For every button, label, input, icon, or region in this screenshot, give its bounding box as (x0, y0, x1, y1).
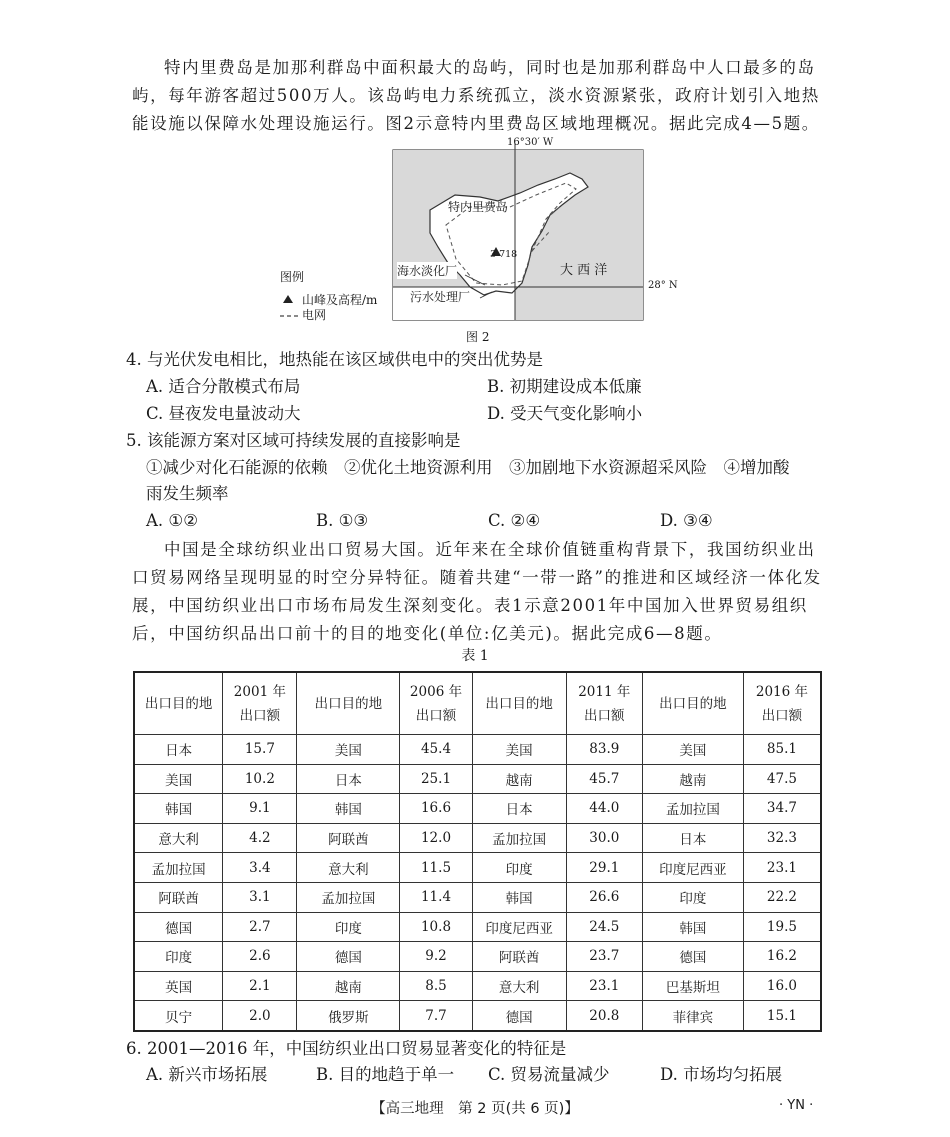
table-body (134, 735, 821, 1031)
figure-caption: 图 2 (466, 330, 490, 344)
table-cell: 15.7 (223, 735, 297, 765)
table-cell: 俄罗斯 (297, 1001, 400, 1031)
table-cell: 22.2 (743, 882, 821, 912)
q6-option-c[interactable]: C. 贸易流量减少 (488, 1065, 610, 1084)
q4-option-b[interactable]: B. 初期建设成本低廉 (487, 377, 642, 396)
table-cell: 贝宁 (134, 1001, 223, 1031)
header-value-2006: 2006 年 出口额 (400, 672, 472, 735)
table-cell: 34.7 (743, 794, 821, 824)
table-cell: 47.5 (743, 764, 821, 794)
table-row (134, 794, 821, 824)
table-cell: 24.5 (566, 912, 642, 942)
table-cell: 美国 (297, 735, 400, 765)
table-cell: 9.2 (400, 942, 472, 972)
table-row (134, 853, 821, 883)
table-cell: 9.1 (223, 794, 297, 824)
table-cell: 日本 (472, 794, 566, 824)
table-cell: 23.7 (566, 942, 642, 972)
header-dest-2006: 出口目的地 (297, 672, 400, 735)
table-cell: 孟加拉国 (297, 882, 400, 912)
table-cell: 11.5 (400, 853, 472, 883)
passage-1: 特内里费岛是加那利群岛中面积最大的岛屿，同时也是加那利群岛中人口最多的岛屿，每年游客超过500万人。该岛屿电力系统孤立，淡水资源紧张，政府计划引入地热能设施以保障水处理设施运行。图2示意特内里费岛区域地理概况。据此完成4—5题。 (132, 58, 820, 133)
q5-option-d[interactable]: D. ③④ (660, 511, 713, 530)
table-cell: 意大利 (134, 823, 223, 853)
table-cell: 德国 (297, 942, 400, 972)
table-cell: 日本 (297, 764, 400, 794)
table-cell: 45.7 (566, 764, 642, 794)
table-cell: 2.7 (223, 912, 297, 942)
q6-option-d[interactable]: D. 市场均匀拓展 (660, 1065, 783, 1084)
question-4-stem: 4. 与光伏发电相比，地热能在该区域供电中的突出优势是 (126, 350, 543, 369)
table-cell: 越南 (472, 764, 566, 794)
table-row (134, 735, 821, 765)
table-cell: 巴基斯坦 (642, 971, 743, 1001)
table-cell: 12.0 (400, 823, 472, 853)
table-cell: 30.0 (566, 823, 642, 853)
table-cell: 83.9 (566, 735, 642, 765)
question-5-stem: 5. 该能源方案对区域可持续发展的直接影响是 (126, 431, 461, 450)
table-cell: 日本 (642, 823, 743, 853)
table-cell: 16.2 (743, 942, 821, 972)
header-value-2016: 2016 年 出口额 (743, 672, 821, 735)
table-cell: 23.1 (566, 971, 642, 1001)
q4-option-c[interactable]: C. 昼夜发电量波动大 (146, 404, 301, 423)
header-dest-2001: 出口目的地 (134, 672, 223, 735)
table-cell: 阿联酋 (297, 823, 400, 853)
table-cell: 2.6 (223, 942, 297, 972)
legend-grid-label: 电网 (302, 308, 327, 322)
table-cell: 意大利 (297, 853, 400, 883)
table-cell: 10.8 (400, 912, 472, 942)
table-caption: 表 1 (461, 648, 489, 664)
table-row (134, 912, 821, 942)
table-cell: 阿联酋 (472, 942, 566, 972)
table-cell: 菲律宾 (642, 1001, 743, 1031)
table-cell: 韩国 (642, 912, 743, 942)
q5-items-line-2: 雨发生频率 (146, 484, 229, 503)
table-cell: 19.5 (743, 912, 821, 942)
table-header-row (134, 672, 821, 735)
latitude-label: 28° N (648, 280, 678, 291)
table-cell: 德国 (642, 942, 743, 972)
longitude-label: 16°30′ W (507, 137, 554, 148)
table-row (134, 764, 821, 794)
header-value-2001: 2001 年 出口额 (223, 672, 297, 735)
q4-option-d[interactable]: D. 受天气变化影响小 (487, 404, 643, 423)
q6-option-a[interactable]: A. 新兴市场拓展 (146, 1065, 268, 1084)
table-cell: 孟加拉国 (472, 823, 566, 853)
table-cell: 16.6 (400, 794, 472, 824)
table-cell: 3.1 (223, 882, 297, 912)
q5-items-line-1: ①减少对化石能源的依赖 ②优化土地资源利用 ③加剧地下水资源超采风险 ④增加酸 (146, 458, 790, 477)
table-cell: 阿联酋 (134, 882, 223, 912)
question-6-stem: 6. 2001—2016 年，中国纺织业出口贸易显著变化的特征是 (126, 1039, 567, 1058)
table-cell: 韩国 (472, 882, 566, 912)
table-cell: 孟加拉国 (134, 853, 223, 883)
legend-peak-icon (283, 295, 293, 303)
table-row (134, 971, 821, 1001)
sewage-plant-label: 污水处理厂 (410, 290, 471, 304)
table-cell: 26.6 (566, 882, 642, 912)
table-cell: 韩国 (297, 794, 400, 824)
table-row (134, 882, 821, 912)
q5-option-c[interactable]: C. ②④ (488, 511, 541, 530)
table-cell: 德国 (472, 1001, 566, 1031)
map-svg (270, 135, 690, 355)
peak-elevation-label: 3 718 (490, 249, 518, 260)
header-value-2011: 2011 年 出口额 (566, 672, 642, 735)
q5-option-a[interactable]: A. ①② (146, 511, 198, 530)
table-cell: 25.1 (400, 764, 472, 794)
table-cell: 日本 (134, 735, 223, 765)
ocean-area-south (515, 287, 643, 320)
table-cell: 29.1 (566, 853, 642, 883)
table-cell: 2.1 (223, 971, 297, 1001)
table-cell: 德国 (134, 912, 223, 942)
table-cell: 23.1 (743, 853, 821, 883)
table-row (134, 1001, 821, 1031)
table-cell: 32.3 (743, 823, 821, 853)
page-footer: 【高三地理 第 2 页(共 6 页)】 (371, 1101, 579, 1117)
table-cell: 45.4 (400, 735, 472, 765)
table-cell: 美国 (134, 764, 223, 794)
table-cell: 8.5 (400, 971, 472, 1001)
q4-option-a[interactable]: A. 适合分散模式布局 (146, 377, 301, 396)
legend-title: 图例 (280, 270, 305, 284)
header-dest-2016: 出口目的地 (642, 672, 743, 735)
q5-option-b[interactable]: B. ①③ (316, 511, 369, 530)
table-cell: 孟加拉国 (642, 794, 743, 824)
legend-peak-label: 山峰及高程/m (302, 293, 378, 307)
table-cell: 85.1 (743, 735, 821, 765)
header-dest-2011: 出口目的地 (472, 672, 566, 735)
table-cell: 美国 (642, 735, 743, 765)
table-row (134, 942, 821, 972)
export-table (133, 671, 822, 1032)
table-cell: 2.0 (223, 1001, 297, 1031)
table-cell: 印度 (134, 942, 223, 972)
table-cell: 美国 (472, 735, 566, 765)
desalination-plant-label: 海水淡化厂 (397, 264, 458, 278)
table-cell: 意大利 (472, 971, 566, 1001)
table-cell: 3.4 (223, 853, 297, 883)
island-label: 特内里费岛 (448, 200, 509, 214)
table-cell: 20.8 (566, 1001, 642, 1031)
table-cell: 10.2 (223, 764, 297, 794)
table-cell: 越南 (642, 764, 743, 794)
table-cell: 印度尼西亚 (642, 853, 743, 883)
table-cell: 印度 (297, 912, 400, 942)
table-cell: 44.0 (566, 794, 642, 824)
table-cell: 英国 (134, 971, 223, 1001)
table-cell: 印度 (642, 882, 743, 912)
ocean-label: 大 西 洋 (560, 263, 608, 278)
table-cell: 11.4 (400, 882, 472, 912)
table-cell: 印度尼西亚 (472, 912, 566, 942)
table-cell: 4.2 (223, 823, 297, 853)
footer-mark: · YN · (779, 1098, 814, 1113)
table-cell: 7.7 (400, 1001, 472, 1031)
table-cell: 15.1 (743, 1001, 821, 1031)
table-cell: 韩国 (134, 794, 223, 824)
table-cell: 越南 (297, 971, 400, 1001)
table-row (134, 823, 821, 853)
q6-option-b[interactable]: B. 目的地趋于单一 (316, 1065, 455, 1084)
table-cell: 印度 (472, 853, 566, 883)
table-cell: 16.0 (743, 971, 821, 1001)
passage-2: 中国是全球纺织业出口贸易大国。近年来在全球价值链重构背景下，我国纺织业出口贸易网络呈现明显的时空分异特征。随着共建“一带一路”的推进和区域经济一体化发展，中国纺织业出口市场布局发生深刻变化。表1示意2001年中国加入世界贸易组织后，中国纺织品出口前十的目的地变化(单位:亿美元)。据此完成6—8题。 (132, 540, 822, 643)
figure-2-map (270, 135, 690, 355)
